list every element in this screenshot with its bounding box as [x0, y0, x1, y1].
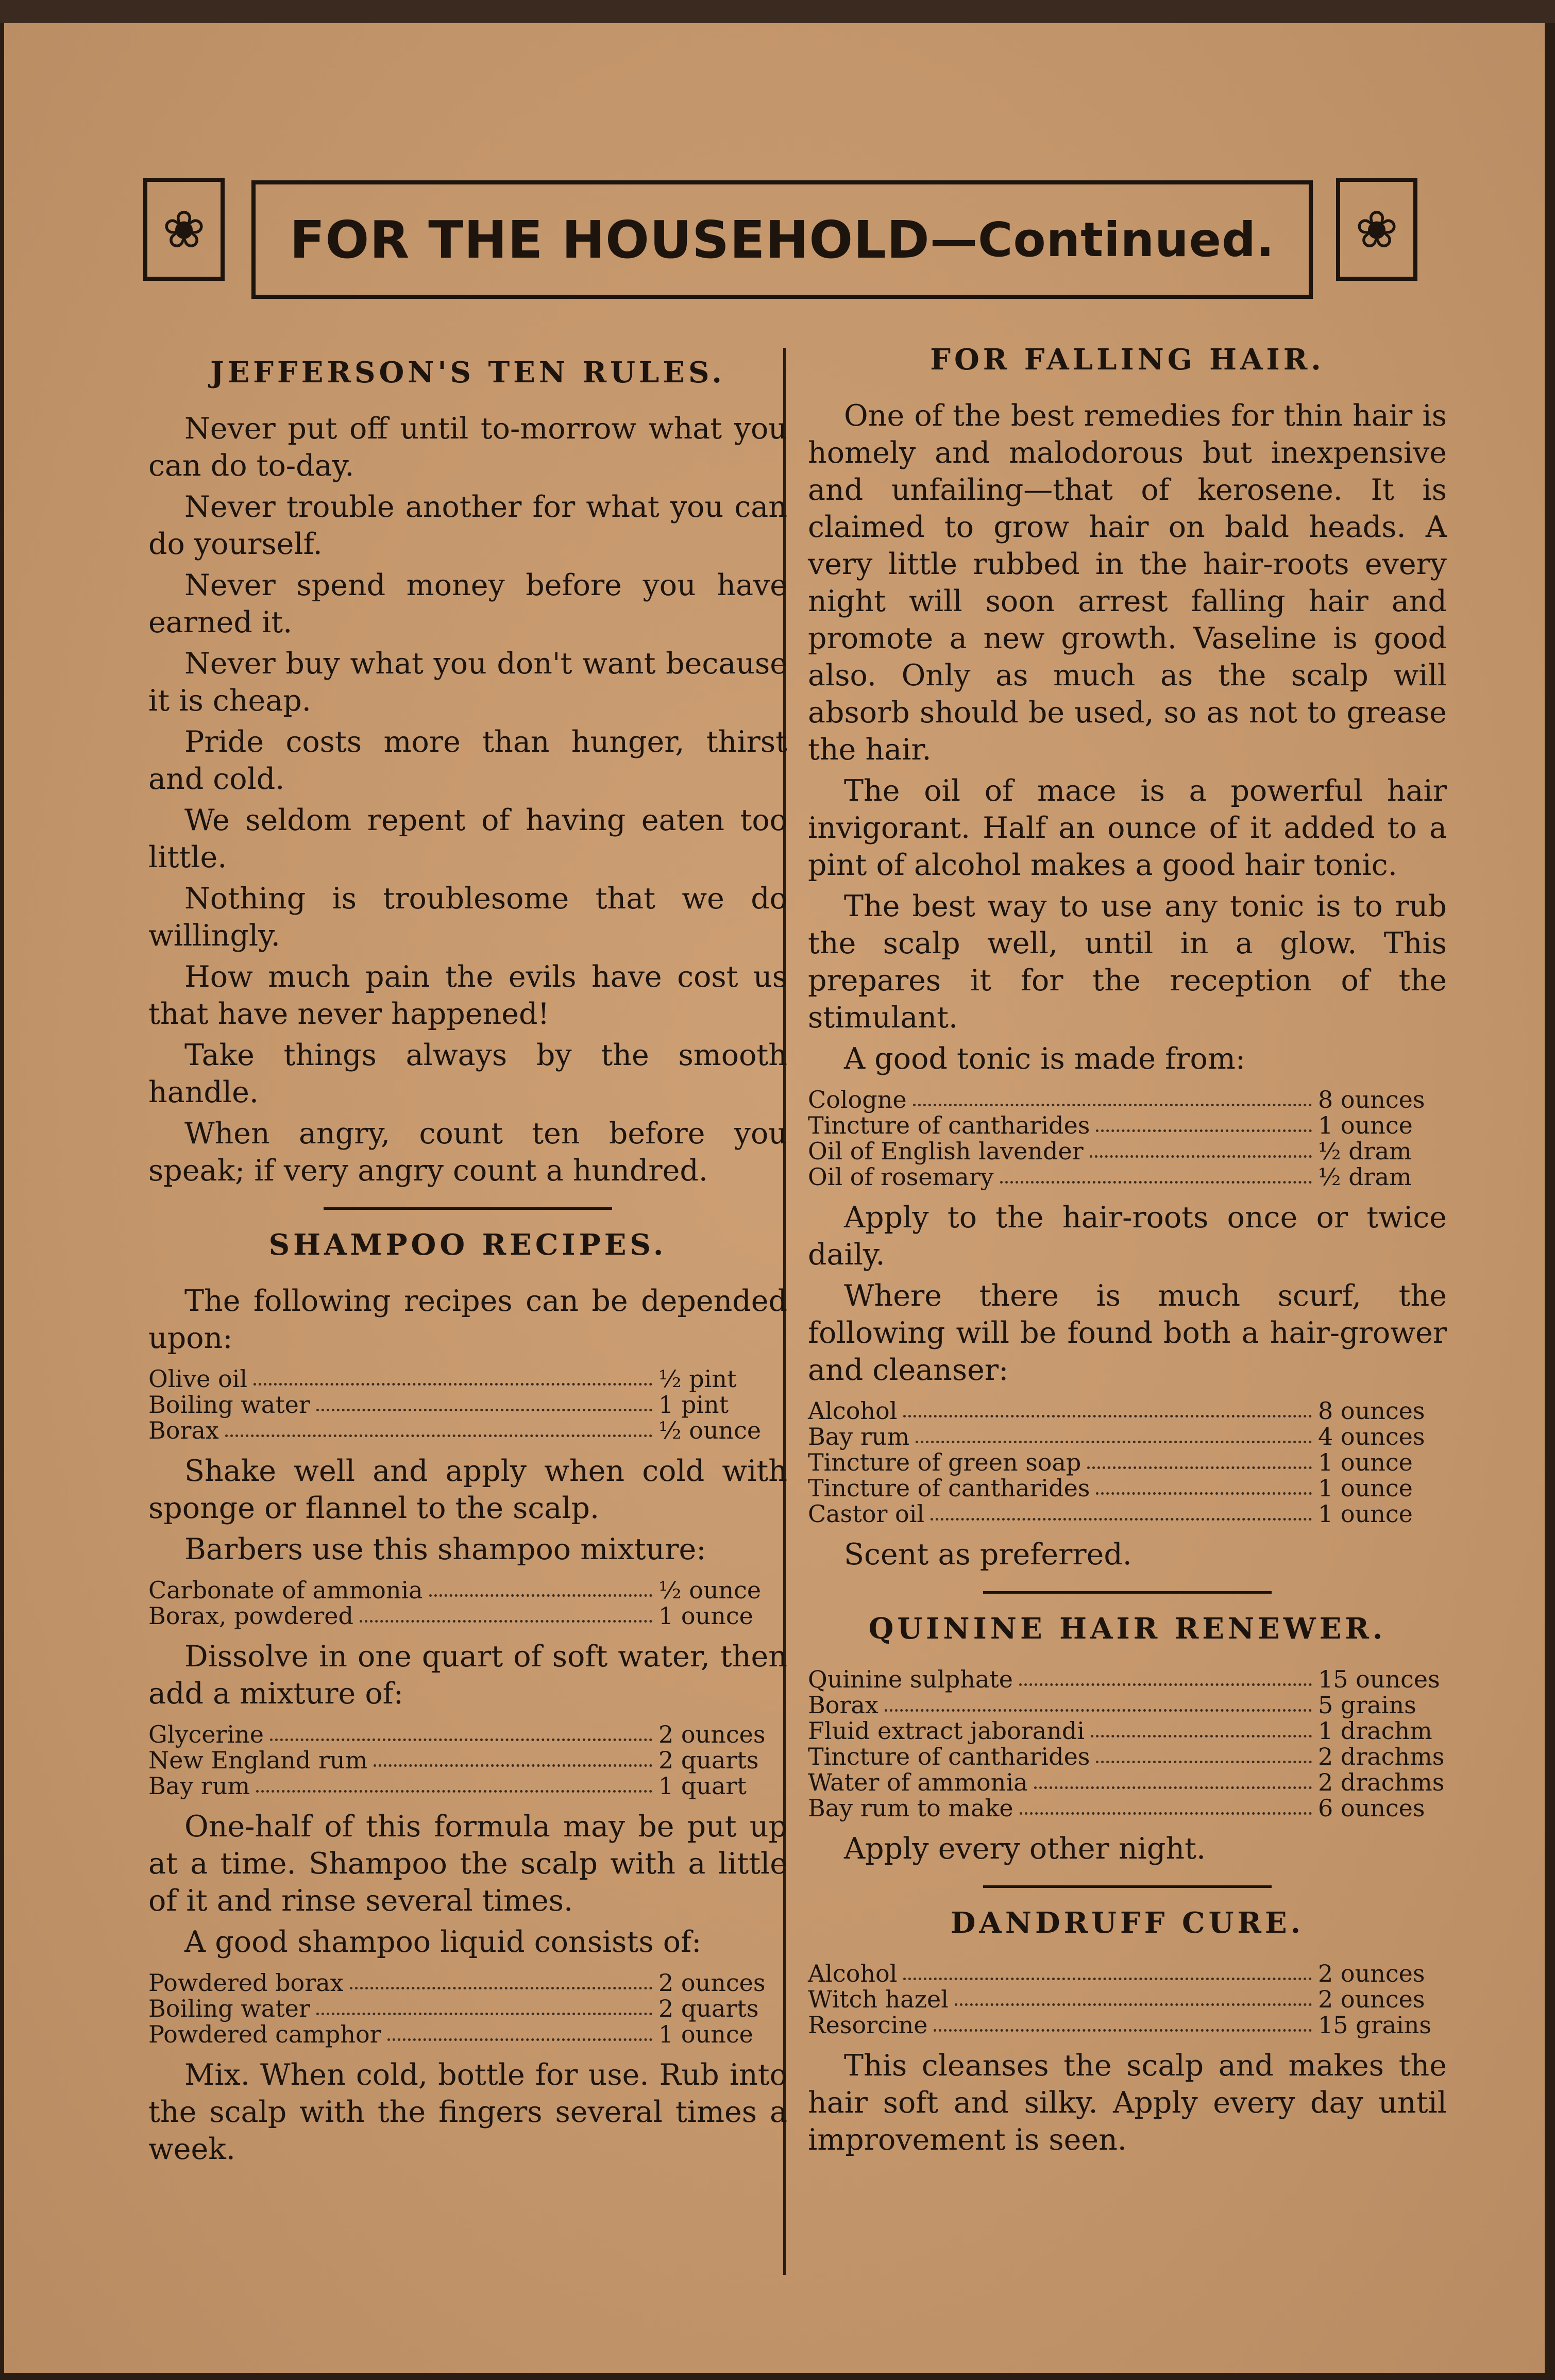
- body-text: One of the best remedies for thin hair is homely and malodorous but inexpensive and unfailing—that of kerosene. It is claimed to grow hair on bald heads. A very little rubbed in the hair-roots every night will soon arrest falling hair and promote a new growth. Vaseline is good also. Only as much as the scalp will absorb should be used, so as not to grease the hair.: [808, 399, 1447, 767]
- recipe-item: Tincture of cantharides 1 ounce: [808, 1474, 1413, 1502]
- recipe-item: Glycerine 2 ounces: [148, 1720, 766, 1748]
- right-column: [808, 327, 1447, 2163]
- rule-text: Take things always by the smooth handle.: [148, 1038, 787, 1109]
- rule-text: Pride costs more than hunger, thirst and cold.: [148, 725, 787, 796]
- body-text: Mix. When cold, bottle for use. Rub into the scalp with the fingers several times a week.: [148, 2058, 787, 2166]
- rule-text: Never put off until to-morrow what you can do to-day.: [148, 412, 787, 483]
- section-heading-quinine: QUININE HAIR RENEWER.: [868, 1612, 1387, 1646]
- recipe-list: [148, 1721, 787, 1799]
- recipe-item: Olive oil ½ pint: [148, 1365, 737, 1393]
- recipe-item: Alcohol 8 ounces: [808, 1397, 1425, 1425]
- recipe-list: [808, 1961, 1447, 2038]
- book-page: [4, 23, 1545, 2373]
- recipe-item: Tincture of cantharides 1 ounce: [808, 1111, 1413, 1139]
- recipe-item: Castor oil 1 ounce: [808, 1500, 1413, 1528]
- recipe-item: Oil of English lavender ½ dram: [808, 1137, 1412, 1165]
- recipe-list: [808, 1666, 1447, 1821]
- recipe-item: Oil of rosemary ½ dram: [808, 1163, 1412, 1191]
- rule-text: Never trouble another for what you can do yourself.: [148, 490, 787, 561]
- recipe-item: Bay rum 1 quart: [148, 1772, 747, 1800]
- page-title-banner: [251, 180, 1313, 299]
- body-text: Dissolve in one quart of soft water, then add a mixture of:: [148, 1640, 787, 1711]
- rule-text: Nothing is troublesome that we do willingly.: [148, 882, 787, 953]
- recipe-list: [808, 1398, 1447, 1527]
- recipe-item: Borax ½ ounce: [148, 1416, 762, 1444]
- page-title-continued: —Continued.: [929, 212, 1275, 267]
- recipe-item: Bay rum 4 ounces: [808, 1423, 1425, 1450]
- recipe-item: Tincture of green soap 1 ounce: [808, 1448, 1413, 1476]
- body-text: Scent as preferred.: [844, 1538, 1132, 1572]
- rule-text: When angry, count ten before you speak; if very angry count a hundred.: [148, 1117, 787, 1188]
- body-text: The best way to use any tonic is to rub the scalp well, until in a glow. This prepares it for the reception of the stimulant.: [808, 889, 1447, 1035]
- recipe-item: Witch hazel 2 ounces: [808, 1985, 1425, 2013]
- recipe-list: [148, 1577, 787, 1629]
- section-heading-jefferson: JEFFERSON'S TEN RULES.: [210, 356, 725, 390]
- rule-text: Never spend money before you have earned it.: [148, 568, 787, 639]
- recipe-item: Resorcine 15 grains: [808, 2011, 1431, 2039]
- recipe-item: Tincture of cantharides 2 drachms: [808, 1743, 1445, 1770]
- recipe-item: Bay rum to make 6 ounces: [808, 1794, 1425, 1822]
- recipe-item: Fluid extract jaborandi 1 drachm: [808, 1717, 1432, 1745]
- fleur-ornament-icon: ❀: [143, 178, 225, 281]
- section-heading-dandruff: DANDRUFF CURE.: [950, 1906, 1305, 1940]
- page-top-edge: [0, 0, 1555, 23]
- fleur-ornament-icon: ❀: [1336, 178, 1417, 281]
- body-text: One-half of this formula may be put up at a time. Shampoo the scalp with a little of it and rinse several times.: [148, 1810, 787, 1918]
- section-divider: [983, 1885, 1272, 1888]
- recipe-item: Borax 5 grains: [808, 1691, 1416, 1719]
- section-divider: [324, 1207, 612, 1210]
- section-heading-falling-hair: FOR FALLING HAIR.: [930, 343, 1325, 377]
- body-text: Barbers use this shampoo mixture:: [184, 1532, 706, 1566]
- rule-text: Never buy what you don't want because it is cheap.: [148, 647, 787, 718]
- rule-text: How much pain the evils have cost us that have never happened!: [148, 960, 787, 1031]
- body-text: A good shampoo liquid consists of:: [184, 1925, 702, 1959]
- recipe-item: Boiling water 2 quarts: [148, 1995, 759, 2022]
- body-text: This cleanses the scalp and makes the hair soft and silky. Apply every day until improvement is seen.: [808, 2049, 1447, 2157]
- body-text: A good tonic is made from:: [844, 1042, 1246, 1076]
- body-text: The following recipes can be depended upon:: [148, 1284, 787, 1355]
- recipe-list: [808, 1087, 1447, 1190]
- body-text: The oil of mace is a powerful hair invigorant. Half an ounce of it added to a pint of alcohol makes a good hair tonic.: [808, 774, 1447, 882]
- body-text: Where there is much scurf, the following will be found both a hair-grower and cleanser:: [808, 1279, 1447, 1387]
- section-heading-shampoo: SHAMPOO RECIPES.: [268, 1228, 667, 1262]
- recipe-item: New England rum 2 quarts: [148, 1746, 759, 1774]
- rule-text: We seldom repent of having eaten too little.: [148, 803, 787, 874]
- recipe-list: [148, 1970, 787, 2047]
- recipe-item: Carbonate of ammonia ½ ounce: [148, 1576, 762, 1604]
- recipe-item: Powdered borax 2 ounces: [148, 1969, 766, 1997]
- recipe-item: Cologne 8 ounces: [808, 1086, 1425, 1113]
- left-column: [148, 340, 787, 2172]
- page-title: FOR THE HOUSEHOLD: [290, 209, 930, 270]
- recipe-item: Borax, powdered 1 ounce: [148, 1602, 753, 1630]
- section-divider: [983, 1591, 1272, 1594]
- recipe-item: Water of ammonia 2 drachms: [808, 1768, 1445, 1796]
- recipe-item: Powdered camphor 1 ounce: [148, 2020, 753, 2048]
- body-text: Apply every other night.: [844, 1832, 1206, 1866]
- recipe-item: Quinine sulphate 15 ounces: [808, 1665, 1440, 1693]
- body-text: Shake well and apply when cold with sponge or flannel to the scalp.: [148, 1454, 787, 1525]
- body-text: Apply to the hair-roots once or twice daily.: [808, 1201, 1447, 1272]
- recipe-item: Alcohol 2 ounces: [808, 1960, 1425, 1987]
- recipe-item: Boiling water 1 pint: [148, 1391, 729, 1419]
- recipe-list: [148, 1366, 787, 1443]
